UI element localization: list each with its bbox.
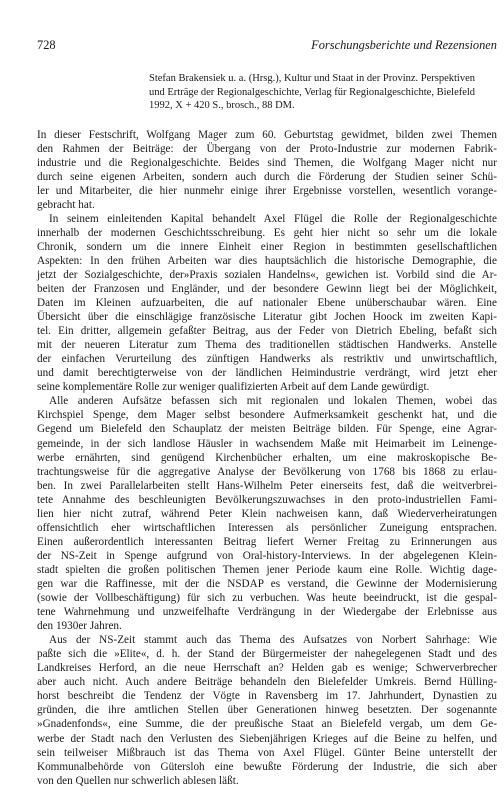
text-line: gründen, die ihre amtlichen Stellen über Generationen hinweg besetzten. Der sogenannte bbox=[37, 704, 497, 717]
text-line: gen war die Raffinesse, mit der die NSDAP es verstand, die Gewinne der Modernisierung bbox=[37, 578, 497, 590]
text-line: Chronik, sondern um die innere Einheit einer Region in bestimmten gesellschaftlichen bbox=[37, 240, 497, 253]
text-line: der NS-Zeit in Spenge aufgrund von Oral-history-Interviews. In der abgelegenen Klein- bbox=[37, 549, 497, 562]
text-line: In seinem einleitenden Kapital behandelt Axel Flügel die Rolle der Regionalgeschichte bbox=[49, 212, 497, 225]
text-line: aber auch nicht. Auch andere Beiträge behandeln den Bielefelder Umkreis. Bernd Hülling- bbox=[37, 676, 497, 689]
review-body bbox=[37, 128, 497, 788]
text-line: seine komplementäre Rolle zur weniger qualifizierten Arbeit auf dem Lande gewürdigt. bbox=[37, 381, 430, 394]
header-line: und Erträge der Regionalgeschichte, Verlag für Regionalgeschichte, Bielefeld bbox=[149, 86, 476, 98]
text-line: und damit berechtigterweise von der ländlichen Heimindustrie verdrängt, wird jetzt eher bbox=[37, 367, 497, 380]
text-line: (sowie der Vollbeschäftigung) für sich zu verbuchen. Was heute beeindruckt, ist die gespal- bbox=[37, 592, 497, 605]
text-line: Daten im Kleinen aufzuarbeiten, die auf nationaler Ebene unüberschaubar wären. Eine bbox=[37, 297, 497, 310]
text-line: den Rahmen der Beiträge: der Übergang von der Proto-Industrie zur modernen Fabrik- bbox=[37, 142, 497, 155]
text-line: lien hier nicht zutraf, während Peter Klein nachweisen kann, daß Wiederverheiratungen bbox=[37, 507, 497, 520]
text-line: Übersicht über die einschlägige französische Literatur gibt Jochen Hoock im zweiten Kapi- bbox=[37, 311, 497, 324]
paragraph bbox=[37, 633, 497, 788]
text-line: tel. Ein dritter, allgemein gefaßter Beitrag, aus der Feder von Dietrich Ebeling, befaßt sich bbox=[37, 325, 497, 338]
text-line: von den Quellen nur schwerlich ablesen läßt. bbox=[37, 774, 239, 787]
text-line: ben. In zwei Parallelarbeiten stellt Hans-Wilhelm Peter einerseits fest, daß die weitverbrei- bbox=[37, 479, 497, 492]
text-line: offensichtlich eher wirtschaftlichen Interessen als persönlicher Zuneigung entsprachen. bbox=[37, 521, 497, 534]
text-line: paßte sich die »Elite«, d. h. der Stand der Bürgermeister der nahegelegenen Stadt und des bbox=[37, 648, 497, 661]
paragraph bbox=[37, 128, 497, 212]
paragraph bbox=[37, 212, 497, 395]
text-line: In dieser Festschrift, Wolfgang Mager zum 60. Geburtstag gewidmet, bilden zwei Themen bbox=[37, 128, 497, 141]
text-line: jetzt der Sozialgeschichte, der»Praxis sozialen Handelns«, gewichen ist. Vorbild sind die Ar- bbox=[37, 268, 497, 281]
text-line: industrie und die Regionalgeschichte. Beides sind Themen, die Wolfgang Mager nicht nur bbox=[37, 156, 497, 169]
text-line: tete Annahme des beschleunigten Bevölkerungszuwachses in den proto-industriellen Fami- bbox=[37, 493, 497, 506]
text-line: den 1930er Jahren. bbox=[37, 620, 122, 633]
text-line: werbe ernährten, sind genügend Kirchenbücher erhalten, um eine makroskopische Be- bbox=[37, 451, 497, 464]
text-line: durch seine eigenen Arbeiten, sondern auch durch die Förderung der Studien seiner Schü- bbox=[37, 170, 497, 183]
text-line: ler und Mitarbeiter, die hier nunmehr einige ihrer Ergebnisse vorstellen, wesentlich vorange- bbox=[37, 184, 497, 197]
page-number: 728 bbox=[37, 38, 56, 52]
text-line: Alle anderen Aufsätze befassen sich mit regionalen und lokalen Themen, wobei das bbox=[49, 395, 497, 408]
text-line: mit der neueren Literatur zum Thema des traditionellen städtischen Handwerks. Anstelle bbox=[37, 339, 497, 352]
text-line: »Gnadenfonds«, eine Summe, die der preußische Staat an Bielefeld vergab, um dem Ge- bbox=[37, 718, 497, 731]
text-line: Einen außerordentlich interessanten Beitrag liefert Werner Freitag zu Erinnerungen aus bbox=[37, 535, 497, 548]
text-line: Aus der NS-Zeit stammt auch das Thema des Aufsatzes von Norbert Sahrhage: Wie bbox=[49, 634, 497, 647]
text-line: sein teilweiser Mißbrauch ist das Thema von Axel Flügel. Günter Beine unterstellt der bbox=[37, 746, 497, 759]
text-line: gemeinde, in der sich landlose Häusler in wachsendem Maße mit Heimarbeit im Leinenge- bbox=[37, 437, 497, 450]
text-line: trachtungsweise für die aggregative Analyse der Bevölkerung von 1768 bis 1868 zu erlau- bbox=[37, 465, 497, 478]
text-line: beiten der Franzosen und Engländer, und der besondere Gewinn liegt bei der Möglichkeit, bbox=[37, 283, 497, 296]
text-line: horst beschreibt die Tendenz der Vögte in Ravensberg im 17. Jahrhundert, Dynastien zu bbox=[37, 690, 497, 703]
text-line: werbe der Stadt nach den Verlusten des Siebenjährigen Krieges auf die Beine zu helfen, und bbox=[37, 732, 497, 745]
header-line: Stefan Brakensiek u. a. (Hrsg.), Kultur und Staat in der Provinz. Perspektiven bbox=[149, 73, 476, 84]
header-line: 1992, X + 420 S., brosch., 88 DM. bbox=[149, 100, 295, 111]
text-line: Aspekten: In den frühen Arbeiten war dies hauptsächlich die historische Demographie, die bbox=[37, 254, 497, 267]
section-title: Forschungsberichte und Rezensionen bbox=[311, 38, 497, 52]
text-line: Kommunalbehörde von Gütersloh eine bewußte Förderung der Industrie, die sich aber bbox=[37, 760, 497, 773]
text-line: tene Wahrnehmung und unzweifelhafte Verdrängung in der Wiedergabe der Erlebnisse aus bbox=[37, 606, 497, 619]
text-line: der einfachen Verurteilung des zünftigen Handwerks als restriktiv und unwirtschaftlich, bbox=[37, 353, 497, 366]
review-bibliographic-header bbox=[149, 72, 497, 113]
text-line: innerhalb der modernen Geschichtsschreibung. Es geht hier nicht so sehr um die lokale bbox=[37, 226, 497, 239]
paragraph bbox=[37, 394, 497, 633]
text-line: Landkreises Herford, an die neue Herrschaft an? Helden gab es wenige; Schwerverbrecher bbox=[37, 662, 497, 675]
running-head bbox=[37, 38, 497, 56]
document-page bbox=[37, 38, 497, 788]
text-line: Gegend um Bielefeld den Schauplatz der meisten Beiträge bilden. Für Spenge, eine Agrar- bbox=[37, 423, 497, 436]
text-line: gebracht hat. bbox=[37, 198, 95, 211]
text-line: Kirchspiel Spenge, dem Mager selbst besondere Aufmerksamkeit geschenkt hat, und die bbox=[37, 409, 497, 422]
text-line: stadt spielten die großen politischen Themen jener Periode kaum eine Rolle. Wichtig dage- bbox=[37, 563, 497, 576]
